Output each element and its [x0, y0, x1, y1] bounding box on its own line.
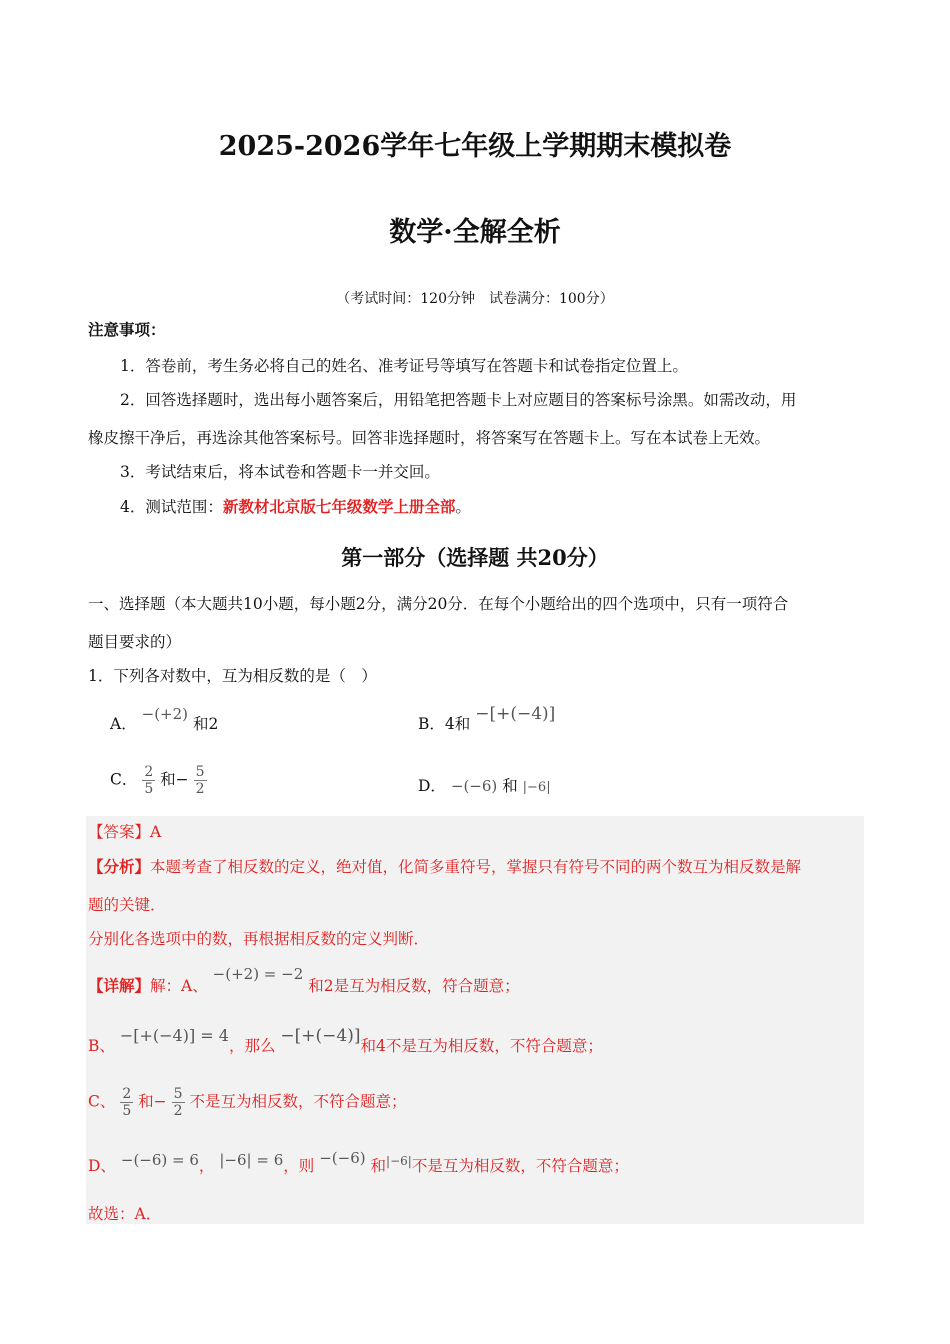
note-item-4-prefix: 4．测试范围： — [120, 498, 223, 516]
option-c-fraction-2: $\frac{5}{2}$ — [195, 764, 205, 797]
analysis-tag: 【分析】 — [88, 857, 151, 876]
detail-c-fraction-2: $\frac{5}{2}$ — [173, 1086, 183, 1119]
notes-heading: 注意事项： — [88, 320, 166, 339]
exam-info: （考试时间：120分钟 试卷满分：100分） — [336, 291, 614, 307]
detail-a — [88, 965, 520, 996]
solution-answer: 【答案】A — [88, 823, 162, 841]
detail-c-prefix: C、 — [88, 1092, 116, 1111]
detail-d — [88, 1149, 629, 1177]
note-item-2-line-2: 橡皮擦干净后，再选涂其他答案标号。回答非选择题时，将答案写在答题卡上。写在本试卷上无效。 — [88, 429, 771, 447]
section-title: 第一部分（选择题 共20分） — [341, 545, 609, 570]
option-a-text: 和2 — [192, 715, 219, 733]
option-a-label: A． — [110, 715, 137, 733]
option-c — [110, 764, 207, 797]
section-desc-line-2: 题目要求的） — [88, 633, 182, 651]
detail-c-text: 不是互为相反数，不符合题意； — [189, 1092, 407, 1111]
detail-b-text: 和4不是互为相反数，不符合题意； — [360, 1037, 603, 1055]
note-item-4-scope: 新教材北京版七年级数学上册全部 — [222, 497, 456, 516]
note-item-4 — [120, 497, 471, 517]
option-c-mid: 和− — [160, 770, 189, 789]
detail-d-prefix: D、 — [88, 1157, 116, 1175]
option-a-math: −(+2) — [141, 705, 189, 723]
detail-c — [88, 1086, 406, 1119]
option-d-label: D． — [418, 777, 446, 795]
section-desc-line-1: 一、选择题（本大题共10小题，每小题2分，满分20分．在每个小题给出的四个选项中，只有一项符合 — [88, 595, 789, 613]
detail-b — [88, 1026, 603, 1056]
option-b-label: B．4和 — [418, 715, 471, 733]
solution-conclusion: 故选：A． — [88, 1205, 162, 1223]
detail-d-mid: 和 — [370, 1157, 387, 1175]
question-1-stem: 1．下列各对数中，互为相反数的是（ ） — [88, 667, 377, 685]
detail-b-mid: ，那么 — [228, 1037, 276, 1055]
option-d — [418, 776, 551, 798]
detail-b-prefix: B、 — [88, 1037, 115, 1055]
note-item-4-end: 。 — [455, 498, 471, 516]
detail-d-math-1: −(−6) = 6 — [120, 1151, 199, 1169]
detail-c-fraction-1: $\frac{2}{5}$ — [122, 1086, 132, 1119]
detail-d-text: 不是互为相反数，不符合题意； — [411, 1157, 629, 1175]
detail-d-sep-2: ，则 — [283, 1157, 315, 1175]
analysis-text: 本题考查了相反数的定义，绝对值，化简多重符号，掌握只有符号不同的两个数互为相反数是解 — [150, 858, 802, 876]
solution-analysis-line-3: 分别化各选项中的数，再根据相反数的定义判断． — [88, 930, 430, 948]
detail-d-math-2: |−6| = 6 — [219, 1151, 284, 1169]
solution-analysis-line-2: 题的关键． — [88, 896, 166, 914]
option-d-mid: 和 — [502, 777, 518, 795]
detail-b-math-1: −[+(−4)] = 4 — [119, 1026, 229, 1045]
option-d-math-1: −(−6) — [450, 777, 498, 795]
detail-a-math: −(+2) = −2 — [212, 965, 304, 983]
note-item-2-line-1: 2．回答选择题时，选出每小题答案后，用铅笔把答题卡上对应题目的答案标号涂黑。如需改动，用 — [120, 391, 797, 409]
detail-a-text: 和2是互为相反数，符合题意； — [308, 977, 520, 995]
detail-d-math-3: −(−6) — [319, 1149, 366, 1167]
detail-a-prefix: 解：A、 — [150, 977, 208, 995]
note-item-1: 1．答卷前，考生务必将自己的姓名、准考证号等填写在答题卡和试卷指定位置上。 — [120, 357, 688, 375]
detail-d-sep-1: ， — [198, 1157, 215, 1175]
option-a — [110, 705, 219, 734]
note-item-3: 3．考试结束后，将本试卷和答题卡一并交回。 — [120, 463, 440, 481]
option-d-math-2: |−6| — [522, 780, 551, 795]
option-b-math: −[+(−4)] — [475, 704, 556, 724]
page-title: 2025-2026学年七年级上学期期末模拟卷 — [218, 131, 732, 162]
solution-analysis-line-1 — [88, 857, 801, 877]
detail-d-math-4: |−6| — [386, 1154, 412, 1168]
option-b — [418, 704, 556, 734]
detail-b-math-2: −[+(−4)] — [280, 1026, 361, 1046]
page-subtitle: 数学·全解全析 — [389, 217, 561, 248]
option-c-label: C． — [110, 770, 138, 789]
detail-tag: 【详解】 — [88, 976, 151, 995]
detail-c-mid: 和− — [138, 1092, 167, 1111]
option-c-fraction-1: $\frac{2}{5}$ — [144, 764, 154, 797]
